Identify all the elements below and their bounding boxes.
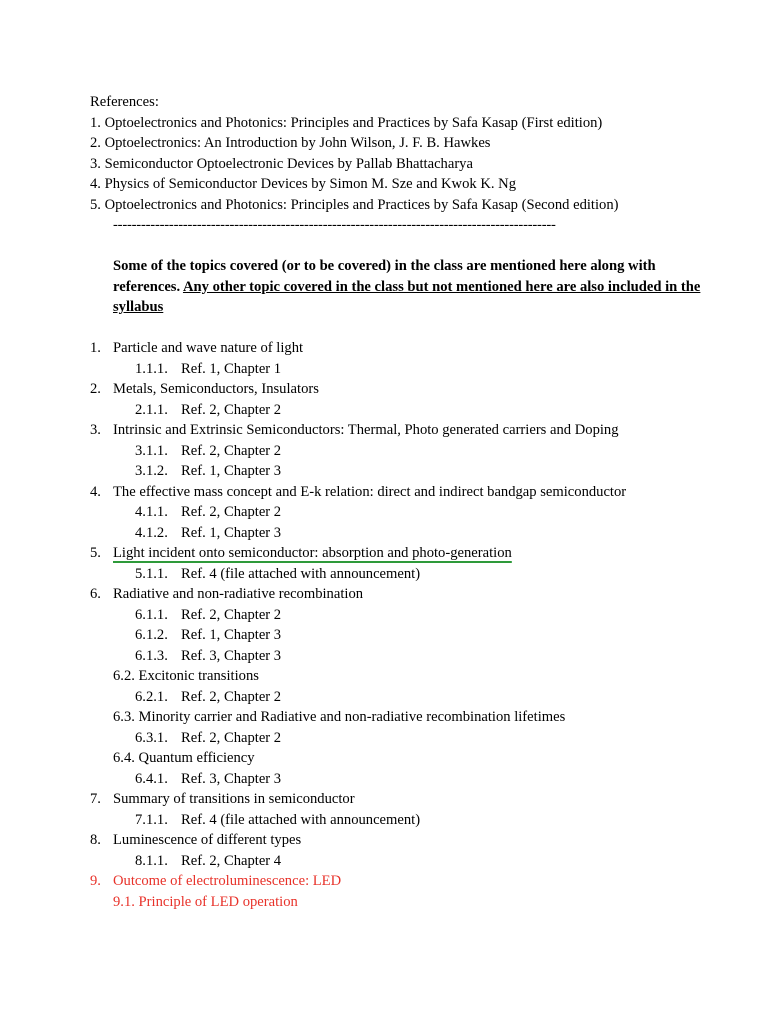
topics-list — [90, 338, 750, 912]
list-item — [90, 646, 750, 667]
topic-number: 5. — [90, 545, 101, 561]
ref-text: Ref. 1, Chapter 3 — [181, 463, 282, 479]
subtopic-title: 6.3. Minority carrier and Radiative and non-radiative recombination lifetimes — [113, 709, 566, 725]
list-item — [90, 379, 750, 400]
topic-number: 6. — [90, 586, 101, 602]
topic-number: 3. — [90, 422, 101, 438]
ref-number: 8.1.1. — [135, 852, 168, 869]
list-item — [90, 564, 750, 585]
ref-text: Ref. 2, Chapter 2 — [181, 442, 282, 459]
list-item — [90, 584, 750, 605]
list-item — [90, 728, 750, 749]
reference-item: 3. Semiconductor Optoelectronic Devices by Pallab Bhattacharya — [90, 155, 473, 172]
list-item — [90, 830, 750, 851]
list-item — [90, 400, 750, 421]
list-item — [90, 482, 750, 503]
ref-text: Ref. 2, Chapter 2 — [181, 401, 282, 418]
list-item — [90, 420, 750, 441]
ref-number: 6.1.2. — [135, 627, 168, 643]
list-item — [90, 461, 750, 482]
topic-number: 2. — [90, 381, 101, 397]
subtopic-title: 6.4. Quantum efficiency — [113, 750, 255, 766]
list-item — [90, 359, 750, 380]
ref-text: Ref. 1, Chapter 3 — [181, 627, 282, 643]
syllabus-note — [113, 256, 713, 318]
ref-number: 7.1.1. — [135, 811, 168, 828]
reference-item: 2. Optoelectronics: An Introduction by John Wilson, J. F. B. Hawkes — [90, 135, 491, 151]
list-item — [90, 543, 750, 564]
topic-title: Particle and wave nature of light — [113, 340, 304, 356]
list-item — [90, 810, 750, 831]
ref-text: Ref. 3, Chapter 3 — [181, 770, 282, 787]
list-item — [90, 441, 750, 462]
topic-number: 1. — [90, 340, 101, 356]
ref-number: 6.3.1. — [135, 729, 168, 746]
ref-number: 2.1.1. — [135, 401, 168, 418]
ref-text: Ref. 2, Chapter 2 — [181, 688, 282, 705]
topic-title: Summary of transitions in semiconductor — [113, 791, 355, 807]
ref-text: Ref. 3, Chapter 3 — [181, 647, 282, 664]
references-block — [90, 92, 740, 215]
separator-line: ----------------------------------------------------------------------------------------------- — [113, 217, 556, 233]
ref-text: Ref. 4 (file attached with announcement) — [181, 565, 421, 582]
topic-title-highlighted: Light incident onto semiconductor: absorption and photo-generation — [113, 545, 512, 561]
ref-text: Ref. 4 (file attached with announcement) — [181, 811, 421, 828]
reference-item: 5. Optoelectronics and Photonics: Principles and Practices by Safa Kasap (Second edition) — [90, 196, 619, 213]
ref-number: 6.1.1. — [135, 606, 168, 623]
list-item — [90, 625, 750, 646]
ref-number: 1.1.1. — [135, 360, 168, 377]
ref-text: Ref. 2, Chapter 4 — [181, 852, 282, 869]
list-item — [90, 605, 750, 626]
note-text: Some of the topics covered (or to be covered) in the class are mentioned here along with references. — [113, 258, 656, 295]
ref-text: Ref. 2, Chapter 2 — [181, 606, 282, 623]
topic-title: Radiative and non-radiative recombination — [113, 586, 364, 602]
subtopic-title: 9.1. Principle of LED operation — [113, 893, 298, 910]
ref-number: 6.1.3. — [135, 647, 168, 664]
ref-number: 6.2.1. — [135, 688, 168, 705]
topic-number: 7. — [90, 791, 101, 807]
ref-text: Ref. 1, Chapter 3 — [181, 524, 282, 541]
ref-number: 6.4.1. — [135, 770, 168, 787]
list-item — [90, 707, 750, 728]
list-item — [90, 687, 750, 708]
list-item — [90, 892, 750, 913]
ref-number: 3.1.2. — [135, 463, 168, 479]
list-item — [90, 748, 750, 769]
list-item — [90, 338, 750, 359]
topic-title: Luminescence of different types — [113, 832, 302, 848]
reference-item: 1. Optoelectronics and Photonics: Principles and Practices by Safa Kasap (First edition) — [90, 114, 603, 131]
subtopic-title: 6.2. Excitonic transitions — [113, 668, 259, 684]
list-item — [90, 871, 750, 892]
ref-number: 4.1.2. — [135, 524, 168, 541]
list-item — [90, 851, 750, 872]
ref-number: 3.1.1. — [135, 442, 168, 459]
list-item — [90, 789, 750, 810]
topic-number: 4. — [90, 483, 101, 500]
ref-number: 4.1.1. — [135, 504, 168, 520]
ref-text: Ref. 1, Chapter 1 — [181, 360, 282, 377]
list-item — [90, 769, 750, 790]
ref-text: Ref. 2, Chapter 2 — [181, 504, 282, 520]
topic-title: The effective mass concept and E-k relation: direct and indirect bandgap semiconductor — [113, 483, 627, 500]
topic-number: 8. — [90, 832, 101, 848]
note-underlined-text: Any other topic covered in the class but not mentioned here are also included in the syllabus — [113, 278, 701, 315]
list-item — [90, 502, 750, 523]
topic-number: 9. — [90, 873, 101, 889]
topic-title: Outcome of electroluminescence: LED — [113, 873, 342, 889]
references-heading: References: — [90, 94, 159, 110]
list-item — [90, 666, 750, 687]
topic-title: Intrinsic and Extrinsic Semiconductors: Thermal, Photo generated carriers and Doping — [113, 422, 619, 438]
list-item — [90, 523, 750, 544]
topic-title: Metals, Semiconductors, Insulators — [113, 381, 319, 397]
reference-item: 4. Physics of Semiconductor Devices by Simon M. Sze and Kwok K. Ng — [90, 176, 517, 192]
ref-number: 5.1.1. — [135, 565, 168, 582]
ref-text: Ref. 2, Chapter 2 — [181, 729, 282, 746]
